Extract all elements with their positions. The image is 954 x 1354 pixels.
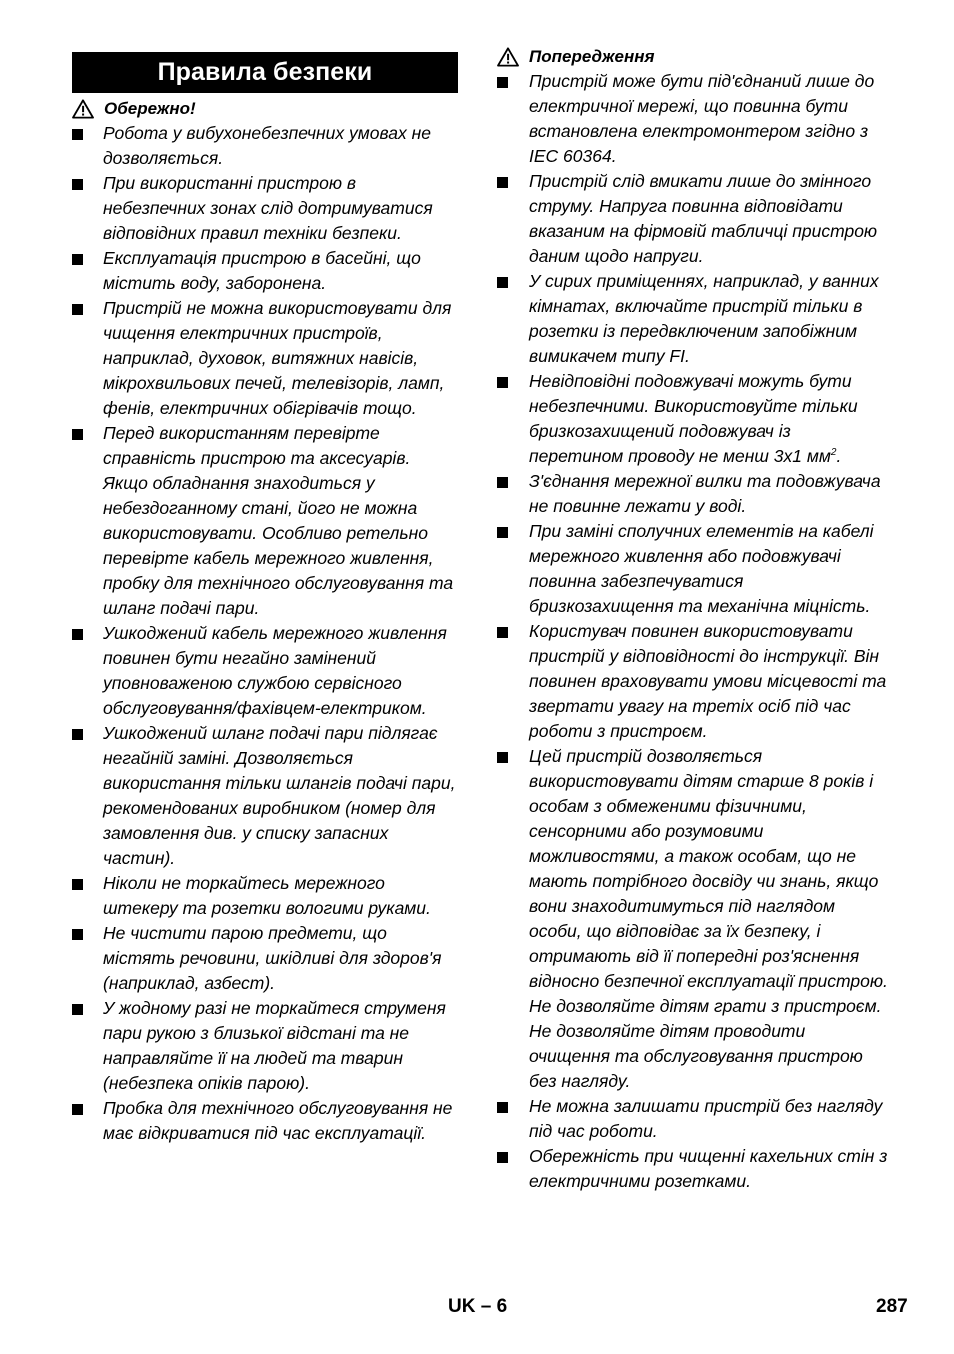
list-item: З'єднання мережної вилки та подовжувача не повинне лежати у воді.	[497, 469, 889, 519]
square-bullet-icon	[72, 929, 83, 940]
footer-page-label: UK – 6	[448, 1296, 508, 1317]
square-bullet-icon	[72, 129, 83, 140]
square-bullet-icon	[72, 304, 83, 315]
list-item: Користувач повинен використовувати пристрій у відповідності до інструкції. Він повинен враховувати умови місцевості та звертати увагу на третіх осіб під час роботи з пристроєм.	[497, 619, 889, 744]
square-bullet-icon	[72, 179, 83, 190]
warning-heading	[497, 44, 889, 69]
caution-label: Обережно!	[104, 99, 196, 118]
section-title: Правила безпеки	[72, 52, 458, 93]
list-item: Пристрій не можна використовувати для чищення електричних пристроїв, наприклад, духовок, витяжних навісів, мікрохвильових печей, телевізорів, ламп, фенів, електричних обігрівачів тощо.	[72, 296, 458, 421]
square-bullet-icon	[497, 527, 508, 538]
footer-page-number: 287	[876, 1296, 908, 1317]
list-item: При використанні пристрою в небезпечних зонах слід дотримуватися відповідних правил техніки безпеки.	[72, 171, 458, 246]
square-bullet-icon	[497, 177, 508, 188]
list-item: Ніколи не торкайтесь мережного штекеру та розетки вологими руками.	[72, 871, 458, 921]
square-bullet-icon	[497, 277, 508, 288]
square-bullet-icon	[497, 752, 508, 763]
square-bullet-icon	[497, 627, 508, 638]
list-item: Пристрій слід вмикати лише до змінного струму. Напруга повинна відповідати вказаним на фірмовій табличці пристрою даним щодо напруги.	[497, 169, 889, 269]
list-item: При заміні сполучних елементів на кабелі мережного живлення або подовжувачі повинна забезпечуватися бризкозахищення та механічна міцність.	[497, 519, 889, 619]
list-item: Пробка для технічного обслуговування не має відкриватися під час експлуатації.	[72, 1096, 458, 1146]
list-item: Робота у вибухонебезпечних умовах не дозволяється.	[72, 121, 458, 171]
square-bullet-icon	[497, 77, 508, 88]
list-item: Перед використанням перевірте справність пристрою та аксесуарів. Якщо обладнання знаходиться у небездоганному стані, його не можна використовувати. Особливо ретельно перевірте кабель мережного живлення, пробку для технічного обслуговування та шланг подачі пари.	[72, 421, 458, 621]
superscript-2: 2	[830, 447, 837, 459]
list-item: Не чистити парою предмети, що містять речовини, шкідливі для здоров'я (наприклад, азбест).	[72, 921, 458, 996]
square-bullet-icon	[72, 629, 83, 640]
caution-list	[72, 121, 458, 1146]
square-bullet-icon	[72, 879, 83, 890]
list-item: Не можна залишати пристрій без нагляду під час роботи.	[497, 1094, 889, 1144]
list-item: Пристрій може бути під'єднаний лише до електричної мережі, що повинна бути встановлена електромонтером згідно з IEC 60364.	[497, 69, 889, 169]
square-bullet-icon	[72, 254, 83, 265]
warning-label: Попередження	[529, 47, 655, 66]
warning-triangle-icon	[72, 99, 94, 119]
list-item: Ушкоджений кабель мережного живлення повинен бути негайно замінений уповноваженою службою сервісного обслуговування/фахівцем-електриком.	[72, 621, 458, 721]
list-item: Невідповідні подовжувачі можуть бути небезпечними. Використовуйте тільки бризкозахищений подовжувач із перетином проводу не менш 3x1 $мм^2$.	[497, 369, 889, 469]
caution-heading	[72, 96, 458, 121]
list-item: Цей пристрій дозволяється використовувати дітям старше 8 років і особам з обмеженими фізичними, сенсорними або розумовими можливостями, а також особам, що не мають потрібного досвіду чи знань, якщо вони знаходитимуться під наглядом особи, що відповідає за їх безпеку, і отримають від її попередні роз'яснення відносно безпечної експлуатації пристрою. Не дозволяйте дітям грати з пристроєм. Не дозволяйте дітям проводити очищення та обслуговування пристрою без нагляду.	[497, 744, 889, 1094]
warning-list	[497, 69, 889, 1194]
square-bullet-icon	[497, 1152, 508, 1163]
list-item: У жодному разі не торкайтеся струменя пари рукою з близької відстані та не направляйте її на людей та тварин (небезпека опіків парою).	[72, 996, 458, 1096]
list-item: Експлуатація пристрою в басейні, що містить воду, заборонена.	[72, 246, 458, 296]
right-column	[497, 44, 889, 1194]
square-bullet-icon	[497, 377, 508, 388]
square-bullet-icon	[72, 429, 83, 440]
square-bullet-icon	[497, 1102, 508, 1113]
list-item: У сирих приміщеннях, наприклад, у ванних кімнатах, включайте пристрій тільки в розетки із передвключеним запобіжним вимикачем типу FI.	[497, 269, 889, 369]
square-bullet-icon	[72, 1004, 83, 1015]
square-bullet-icon	[497, 477, 508, 488]
list-item: Обережність при чищенні кахельних стін з електричними розетками.	[497, 1144, 889, 1194]
warning-triangle-icon	[497, 47, 519, 67]
list-item: Ушкоджений шланг подачі пари підлягає негайній заміні. Дозволяється використання тільки шлангів подачі пари, рекомендованих виробником (номер для замовлення див. у списку запасних частин).	[72, 721, 458, 871]
square-bullet-icon	[72, 1104, 83, 1115]
square-bullet-icon	[72, 729, 83, 740]
left-column	[72, 44, 458, 1146]
